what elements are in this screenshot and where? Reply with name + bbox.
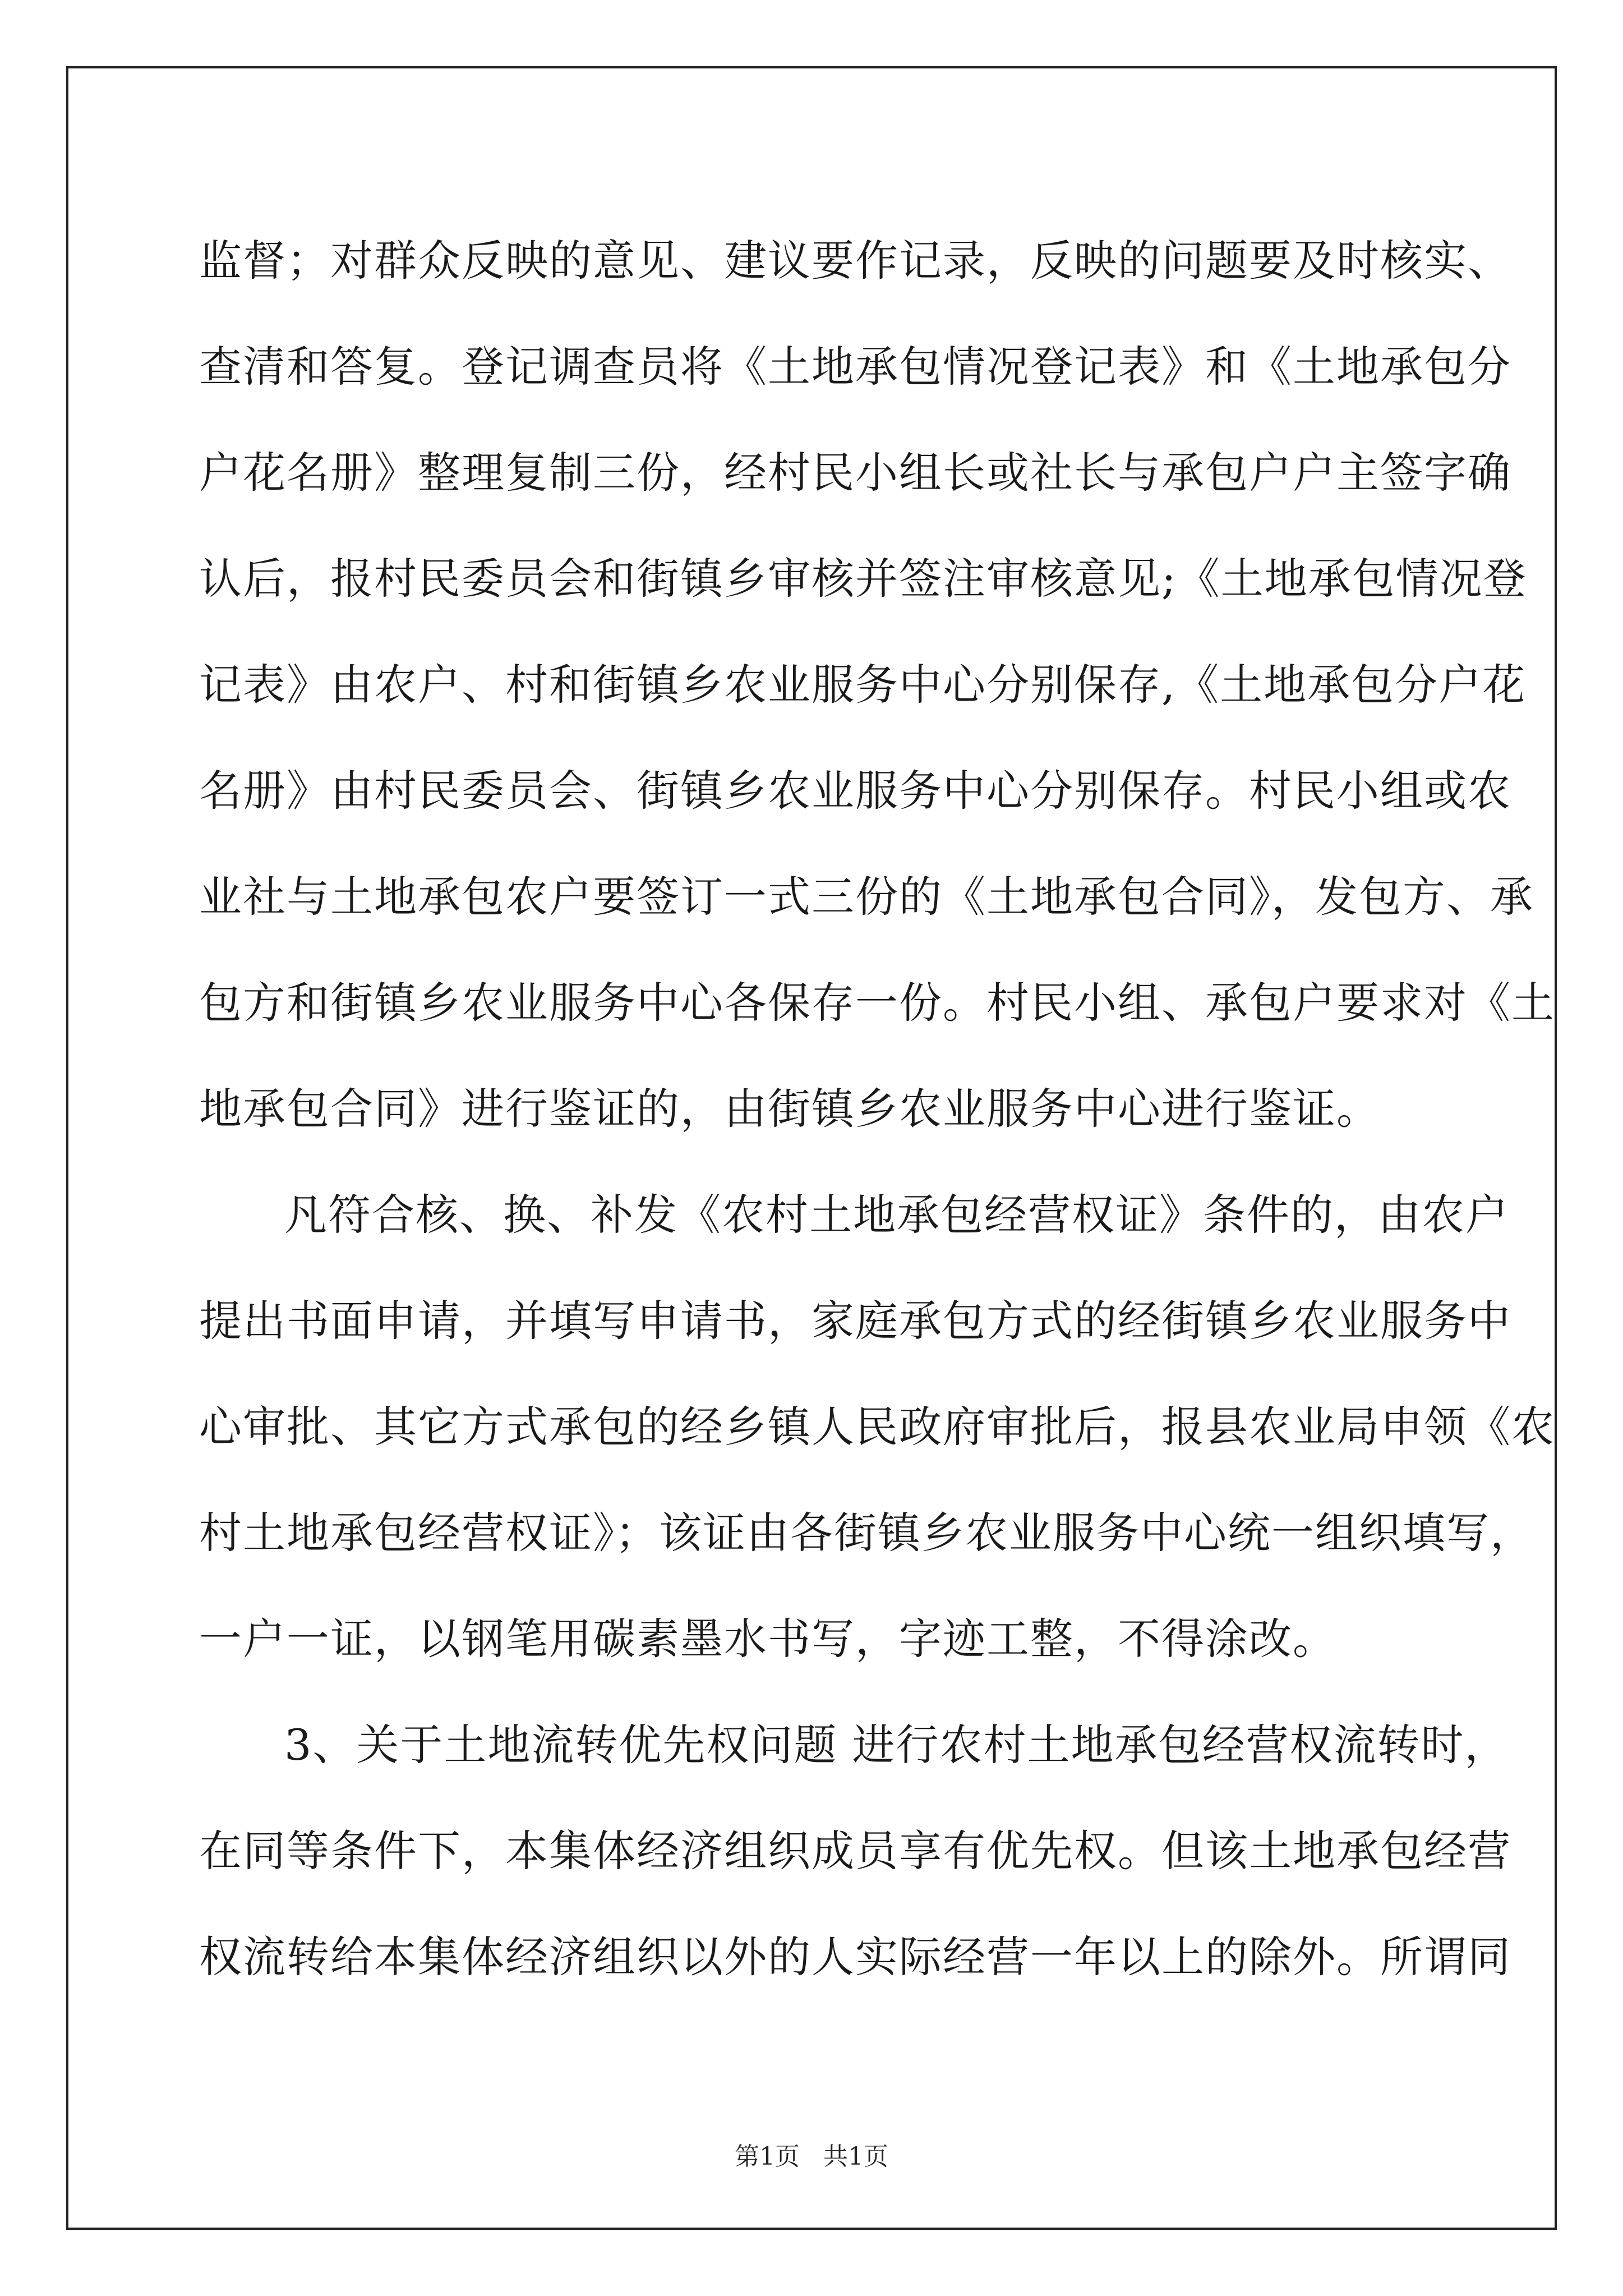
text-line: 心审批、其它方式承包的经乡镇人民政府审批后，报县农业局申领《农 bbox=[199, 1402, 1555, 1452]
text-line: 户花名册》整理复制三份，经村民小组长或社长与承包户户主签字确 bbox=[199, 448, 1511, 498]
text-line: 包方和街镇乡农业服务中心各保存一份。村民小组、承包户要求对《土 bbox=[199, 978, 1555, 1028]
text-line: 权流转给本集体经济组织以外的人实际经营一年以上的除外。所谓同 bbox=[199, 1932, 1511, 1982]
page-number-footer: 第1页 共1页 bbox=[735, 2142, 888, 2171]
document-body bbox=[199, 208, 1555, 2010]
text-line: 村土地承包经营权证》；该证由各街镇乡农业服务中心统一组织填写， bbox=[199, 1508, 1534, 1558]
text-line: 查清和答复。登记调查员将《土地承包情况登记表》和《土地承包分 bbox=[199, 342, 1511, 392]
text-line: 地承包合同》进行鉴证的，由街镇乡农业服务中心进行鉴证。 bbox=[199, 1084, 1380, 1134]
text-line: 凡符合核、换、补发《农村土地承包经营权证》条件的，由农户 bbox=[284, 1190, 1509, 1240]
text-line: 一户一证，以钢笔用碳素墨水书写，字迹工整，不得涂改。 bbox=[199, 1614, 1336, 1664]
text-line: 名册》由村民委员会、街镇乡农业服务中心分别保存。村民小组或农 bbox=[199, 766, 1511, 816]
text-line: 在同等条件下，本集体经济组织成员享有优先权。但该土地承包经营 bbox=[199, 1826, 1511, 1876]
text-line: 监督；对群众反映的意见、建议要作记录，反映的问题要及时核实、 bbox=[199, 236, 1511, 286]
text-line: 认后，报村民委员会和街镇乡审核并签注审核意见;《土地承包情况登 bbox=[199, 554, 1527, 604]
text-line: 记表》由农户、村和街镇乡农业服务中心分别保存,《土地承包分户花 bbox=[199, 660, 1527, 710]
text-line: 3、关于土地流转优先权问题 进行农村土地承包经营权流转时， bbox=[284, 1720, 1509, 1770]
text-line: 业社与土地承包农户要签订一式三份的《土地承包合同》，发包方、承 bbox=[199, 872, 1534, 922]
text-line: 提出书面申请，并填写申请书，家庭承包方式的经街镇乡农业服务中 bbox=[199, 1296, 1511, 1346]
